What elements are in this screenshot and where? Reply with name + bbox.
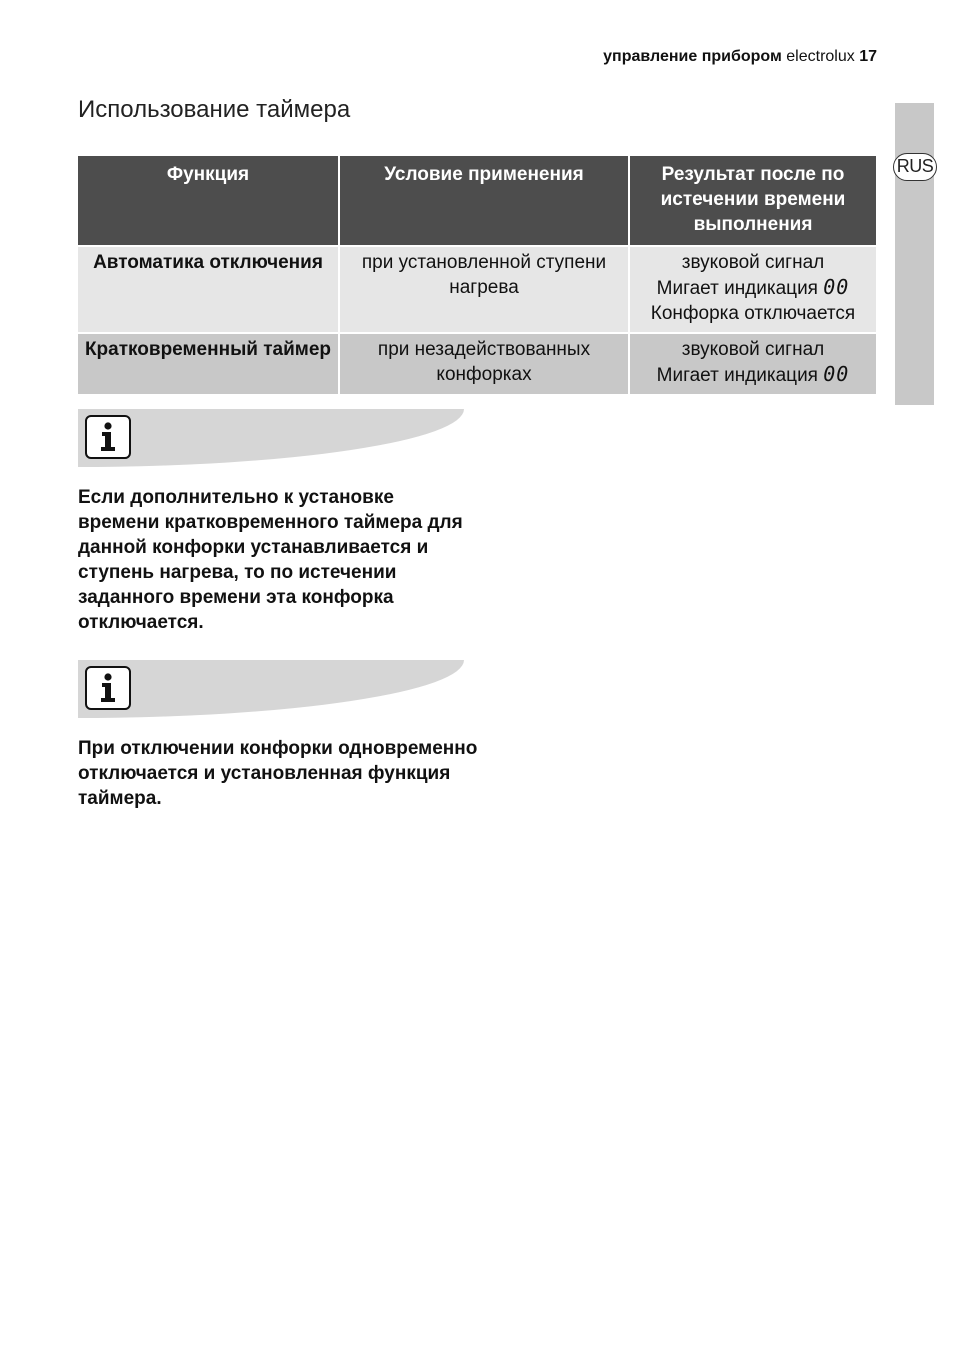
- info-icon: [85, 666, 131, 710]
- header-result: Результат после по истечении времени выполнения: [629, 156, 876, 246]
- function-cell: Автоматика отключения: [78, 246, 339, 333]
- function-cell: Кратковременный таймер: [78, 333, 339, 394]
- timer-table: [78, 156, 876, 394]
- page-number: 17: [859, 48, 877, 65]
- result-cell: [629, 333, 876, 394]
- info-icon: [85, 415, 131, 459]
- section-title: Использование таймера: [78, 96, 351, 123]
- header-brand: electrolux: [786, 48, 855, 65]
- display-indicator: 00: [823, 362, 850, 386]
- result-cell: [629, 246, 876, 333]
- note-banner: [78, 660, 464, 718]
- page-header: [603, 48, 877, 66]
- display-indicator: 00: [823, 275, 850, 299]
- note-text: При отключении конфорки одновременно отключается и установленная функция таймера.: [78, 738, 478, 809]
- note-text: Если дополнительно к установке времени кратковременного таймера для данной конфорки устанавливается и ступень нагрева, то по истечении заданного времени эта конфорка отключается.: [78, 487, 463, 633]
- result-line: Конфорка отключается: [650, 303, 856, 324]
- condition-cell: при установленной ступени нагрева: [339, 246, 629, 333]
- table-row: [78, 333, 876, 394]
- result-line: звуковой сигнал: [681, 252, 825, 273]
- header-function: Функция: [78, 156, 339, 246]
- language-badge: RUS: [893, 153, 937, 181]
- table-row: [78, 246, 876, 333]
- condition-cell: при незадействованных конфорках: [339, 333, 629, 394]
- table-header-row: [78, 156, 876, 246]
- result-line: звуковой сигнал: [681, 339, 825, 360]
- result-line: [636, 362, 870, 388]
- result-line-text: Мигает индикация: [656, 278, 818, 299]
- side-tab: [895, 103, 934, 405]
- result-line-text: Мигает индикация: [656, 365, 818, 386]
- header-condition: Условие применения: [339, 156, 629, 246]
- note-banner: [78, 409, 464, 467]
- header-section-title: управление прибором: [603, 48, 782, 65]
- result-line: [636, 275, 870, 301]
